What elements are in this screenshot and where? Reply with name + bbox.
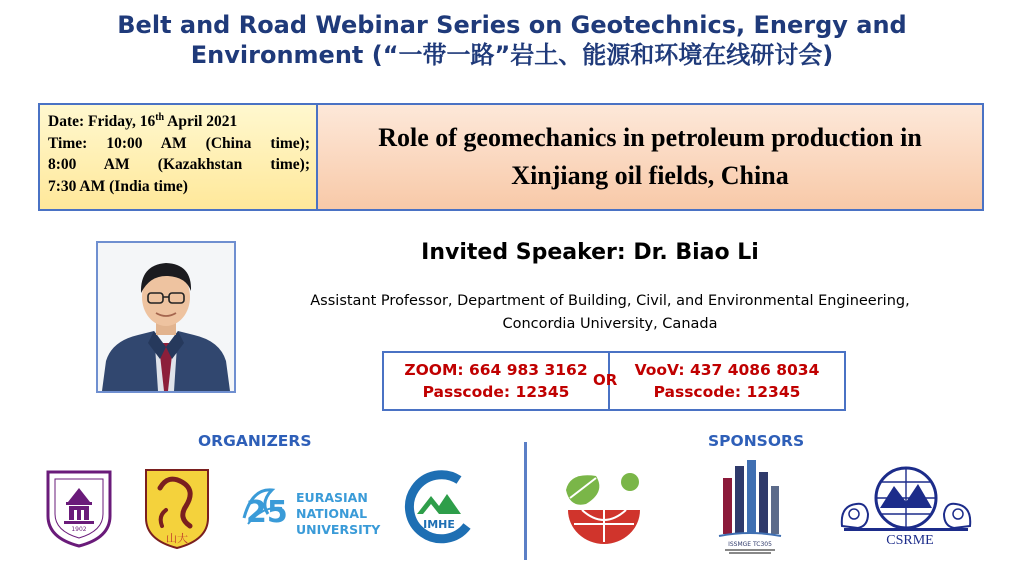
voov-passcode: Passcode: 12345 xyxy=(653,383,801,401)
speaker-affiliation xyxy=(260,290,960,336)
talk-title-line-2: Xinjiang oil fields, China xyxy=(511,161,789,190)
shandong-university-emblem-icon xyxy=(142,466,212,555)
affiliation-line-2: Concordia University, Canada xyxy=(502,316,718,332)
eurasian-line-2: NATIONAL xyxy=(296,506,368,521)
csrme-logo-text: CSRME xyxy=(886,533,934,548)
voov-info xyxy=(610,353,844,409)
eurasian-line-3: UNIVERSITY xyxy=(296,522,381,537)
or-label: OR xyxy=(593,371,618,389)
eurasian-national-university-logo-icon xyxy=(238,478,298,543)
organizers-heading: ORGANIZERS xyxy=(198,432,312,450)
date-label: Date: xyxy=(48,113,85,130)
date-ordinal: th xyxy=(155,112,165,123)
sponsors-heading: SPONSORS xyxy=(708,432,805,450)
affiliation-line-1: Assistant Professor, Department of Building, Civil, and Environmental Engineering, xyxy=(310,293,910,309)
page-title xyxy=(0,10,1024,70)
issmge-logo-text: ISSMGE TC305 xyxy=(728,541,772,548)
time-line-kazakhstan: 8:00 AM (Kazakhstan time); xyxy=(48,156,310,173)
eurasian-anniversary-number: 25 xyxy=(246,495,288,530)
csrme-logo-icon xyxy=(838,462,974,553)
time-line-china: Time: 10:00 AM (China time); xyxy=(48,134,310,152)
zoom-passcode: Passcode: 12345 xyxy=(422,383,570,401)
nanjing-university-seal-icon xyxy=(44,468,114,553)
date-value: Friday, 16 xyxy=(88,113,156,130)
nanjing-seal-year: 1902 xyxy=(71,526,87,533)
title-line-2: Environment (“一带一路”岩土、能源和环境在线研讨会) xyxy=(190,41,834,69)
time-line-india: 7:30 AM (India time) xyxy=(48,177,188,195)
talk-title-line-1: Role of geomechanics in petroleum production in xyxy=(378,123,922,152)
talk-title-box xyxy=(318,105,982,209)
speaker-portrait-image xyxy=(98,243,234,391)
eurasian-line-1: EURASIAN xyxy=(296,490,368,505)
section-divider xyxy=(524,442,527,560)
date-month-year: April 2021 xyxy=(164,113,238,130)
imhe-logo-text: IMHE xyxy=(423,518,455,531)
zoom-info xyxy=(384,353,608,409)
speaker-photo xyxy=(96,241,236,393)
leaf-globe-logo-icon xyxy=(562,470,648,551)
eurasian-university-name xyxy=(296,490,380,538)
speaker-heading: Invited Speaker: Dr. Biao Li xyxy=(421,240,759,265)
zoom-meeting-id: ZOOM: 664 983 3162 xyxy=(404,361,588,379)
issmge-tc305-logo-icon xyxy=(717,456,783,561)
schedule-box xyxy=(40,105,318,209)
imhe-logo-icon xyxy=(401,470,477,551)
event-info-row xyxy=(38,103,984,211)
title-line-1: Belt and Road Webinar Series on Geotechnics, Energy and xyxy=(117,11,907,39)
shandong-emblem-text: 山大 xyxy=(166,532,188,545)
date-line xyxy=(48,111,310,133)
voov-meeting-id: VooV: 437 4086 8034 xyxy=(634,361,820,379)
